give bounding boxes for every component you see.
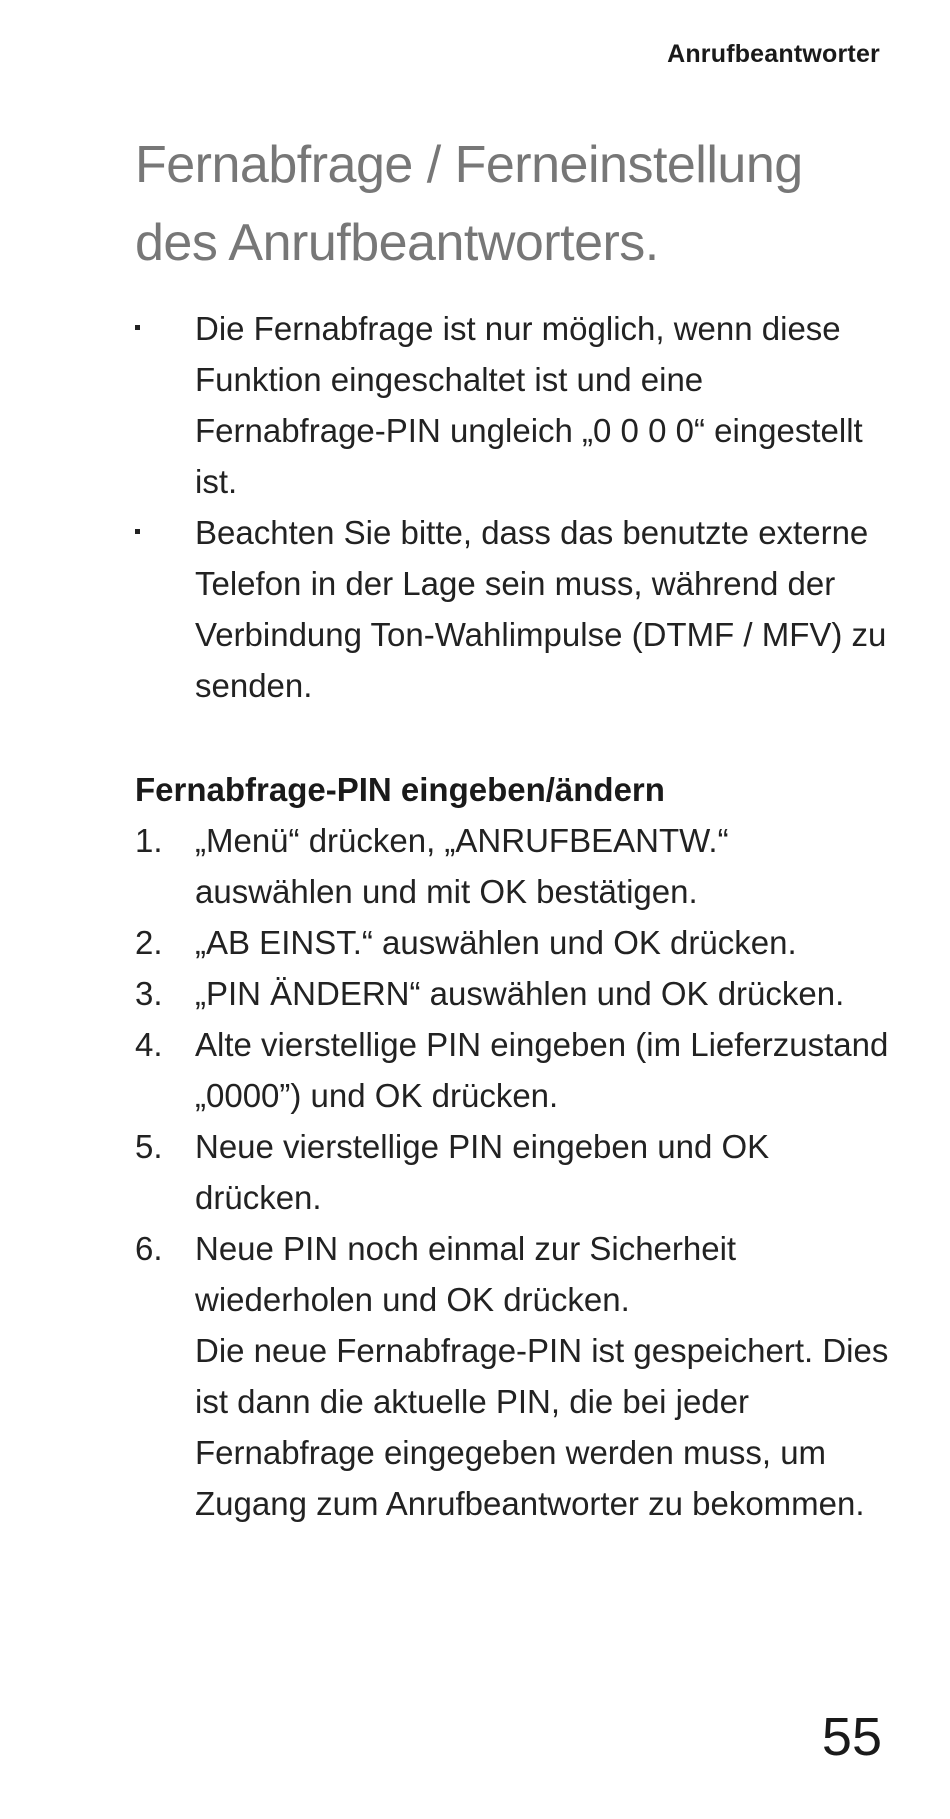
step-item — [135, 1121, 895, 1223]
note-text: Beachten Sie bitte, dass das benutzte externe Telefon in der Lage sein muss, während der Verbindung Ton-Wahlimpulse (DTMF / MFV) zu senden. — [195, 514, 887, 704]
step-text: Neue vierstellige PIN eingeben und OK drücken. — [195, 1128, 770, 1216]
step-item — [135, 917, 895, 968]
step-item — [135, 968, 895, 1019]
running-head: Anrufbeantworter — [667, 40, 880, 68]
section-subheading: Fernabfrage-PIN eingeben/ändern — [135, 771, 665, 808]
step-result-note: Die neue Fernabfrage-PIN ist gespeichert. Dies ist dann die aktuelle PIN, die bei jeder Fernabfrage eingegeben werden muss, um Zugang zum Anrufbeantworter zu bekommen. — [195, 1332, 889, 1522]
step-text: Alte vierstellige PIN eingeben (im Lieferzustand „0000”) und OK drücken. — [195, 1026, 889, 1114]
step-number: 3. — [135, 975, 163, 1012]
step-text: „AB EINST.“ auswählen und OK drücken. — [195, 924, 797, 961]
step-number: 2. — [135, 924, 163, 961]
step-text: „Menü“ drücken, „ANRUFBEANTW.“ auswählen und mit OK bestätigen. — [195, 822, 729, 910]
page-number: 55 — [821, 1707, 882, 1767]
step-item — [135, 1019, 895, 1121]
step-item — [135, 815, 895, 917]
note-text: Die Fernabfrage ist nur möglich, wenn diese Funktion eingeschaltet ist und eine Fernabfrage-PIN ungleich „0 0 0 0“ eingestellt ist. — [195, 310, 863, 500]
step-number: 1. — [135, 822, 163, 859]
note-item — [135, 507, 895, 711]
step-text: „PIN ÄNDERN“ auswählen und OK drücken. — [195, 975, 845, 1012]
bullet-icon — [135, 325, 140, 330]
step-number: 6. — [135, 1230, 163, 1267]
step-item — [135, 1223, 895, 1529]
bullet-icon — [135, 529, 140, 534]
page-title: Fernabfrage / Ferneinstellung des Anrufbeantworters. — [135, 136, 803, 272]
notes-list — [135, 303, 895, 711]
step-text: Neue PIN noch einmal zur Sicherheit wiederholen und OK drücken. — [195, 1230, 737, 1318]
steps-list — [135, 815, 895, 1529]
note-item — [135, 303, 895, 507]
step-number: 4. — [135, 1026, 163, 1063]
step-number: 5. — [135, 1128, 163, 1165]
